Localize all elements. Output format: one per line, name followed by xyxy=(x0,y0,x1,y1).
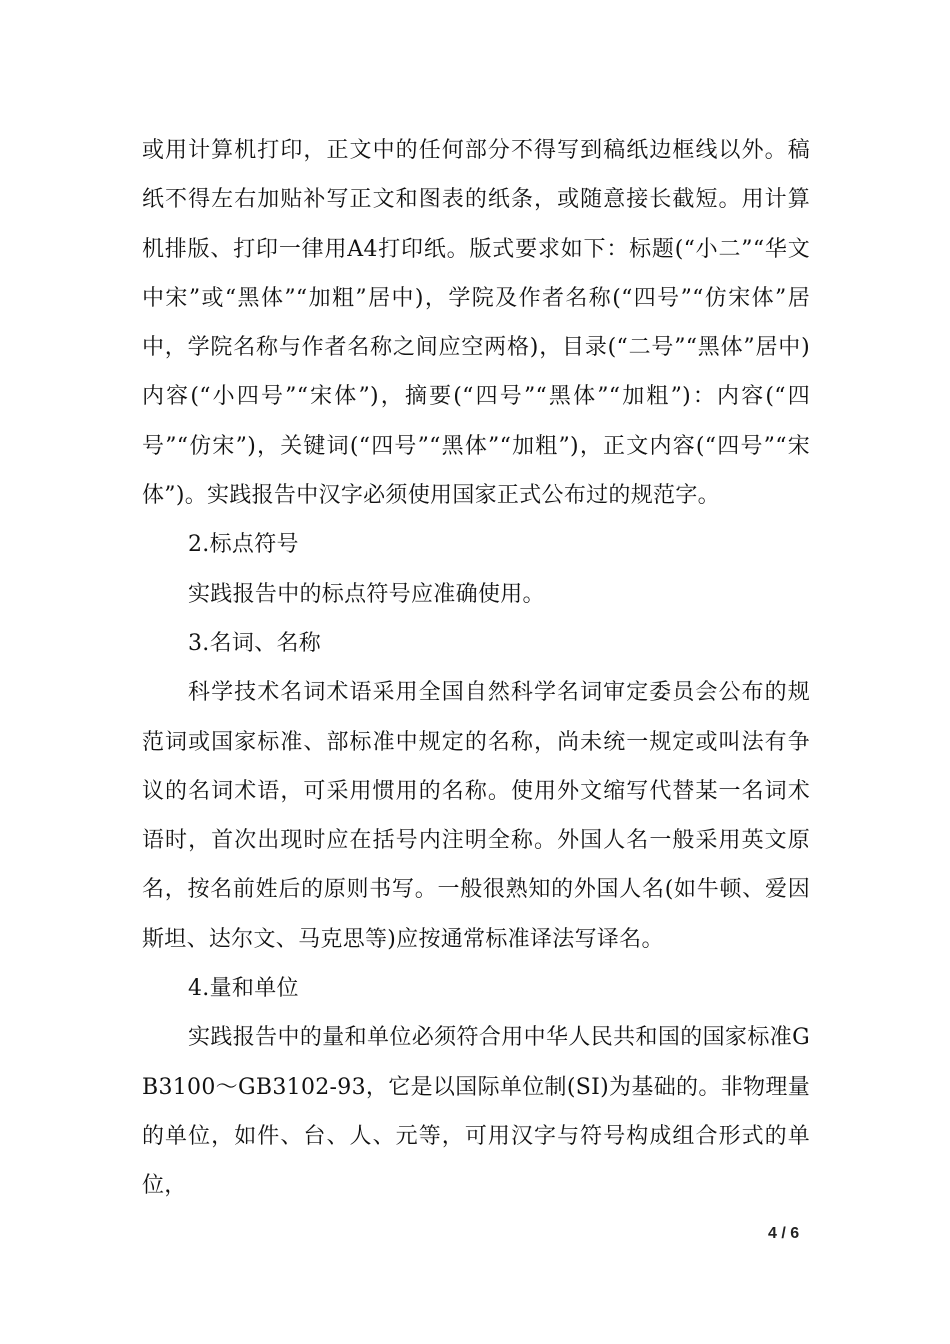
heading-units: 4.量和单位 xyxy=(188,976,299,1002)
heading-terms: 3.名词、名称 xyxy=(188,630,322,656)
heading-punctuation: 2.标点符号 xyxy=(188,532,299,558)
page-number: 4 / 6 xyxy=(768,1225,800,1242)
document-body xyxy=(142,126,810,1211)
body-paragraph-terms: 科学技术名词术语采用全国自然科学名词审定委员会公布的规范词或国家标准、部标准中规定的名称，尚未统一规定或叫法有争议的名词术语，可采用惯用的名称。使用外文缩写代替某一名词术语时，首次出现时应在括号内注明全称。外国人名一般采用英文原名，按名前姓后的原则书写。一般很熟知的外国人名(如牛顿、爱因斯坦、达尔文、马克思等)应按通常标准译法写译名。 xyxy=(142,680,810,952)
body-paragraph-format: 或用计算机打印，正文中的任何部分不得写到稿纸边框线以外。稿纸不得左右加贴补写正文和图表的纸条，或随意接长截短。用计算机排版、打印一律用A4打印纸。版式要求如下：标题(“小二”“华文中宋”或“黑体”“加粗”居中)，学院及作者名称(“四号”“仿宋体”居中，学院名称与作者名称之间应空两格)，目录(“二号”“黑体”居中)内容(“小四号”“宋体”)，摘要(“四号”“黑体”“加粗”)：内容(“四号”“仿宋”)，关键词(“四号”“黑体”“加粗”)，正文内容(“四号”“宋体”)。实践报告中汉字必须使用国家正式公布过的规范字。 xyxy=(142,138,810,509)
body-paragraph-units: 实践报告中的量和单位必须符合用中华人民共和国的国家标准GB3100～GB3102-93，它是以国际单位制(SI)为基础的。非物理量的单位，如件、台、人、元等，可用汉字与符号构成组合形式的单位， xyxy=(142,1025,810,1199)
body-paragraph-punctuation: 实践报告中的标点符号应准确使用。 xyxy=(188,581,545,607)
